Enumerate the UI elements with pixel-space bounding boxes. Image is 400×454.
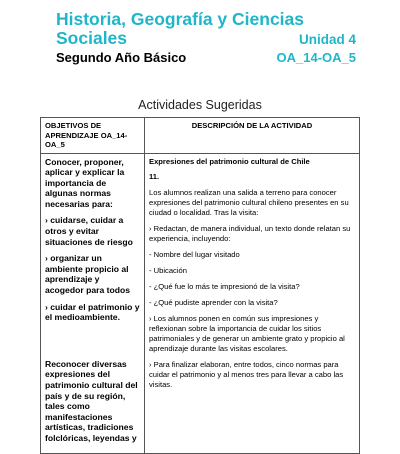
activity-list-item: - Ubicación (149, 265, 187, 275)
objective-item: Reconocer diversas expresiones del patrimonio cultural del país y de su región, tales como manifestaciones artísticas, tradiciones folclóricas, leyendas y (45, 358, 138, 443)
document-header (56, 10, 356, 65)
grade-row (56, 50, 356, 65)
activities-table (40, 117, 360, 454)
grade-label: Segundo Año Básico (56, 50, 187, 65)
activity-paragraph: › Para finalizar elaboran, entre todos, cinco normas para cuidar el patrimonio y al menos tres para llevar a cabo las visitas. (149, 359, 344, 389)
subject-title-row-2 (56, 29, 356, 48)
objective-intro: Conocer, proponer, aplicar y explicar la importancia de algunas normas necesarias para: (45, 156, 125, 209)
spacer (45, 329, 140, 359)
table-row (41, 153, 360, 453)
subject-title-line-1: Historia, Geografía y Ciencias (56, 9, 305, 29)
activity-list-item: - Nombre del lugar visitado (149, 249, 240, 259)
objective-item: › cuidar el patrimonio y el medioambiente. (45, 301, 140, 323)
activity-paragraph: Los alumnos realizan una salida a terreno para conocer expresiones del patrimonio cultural chileno presentes en su ciudad o localidad. Tras la visita: (149, 187, 349, 217)
section-title: Actividades Sugeridas (138, 98, 262, 112)
activity-column-header: DESCRIPCIÓN DE LA ACTIVIDAD (145, 118, 360, 154)
objective-item: › cuidarse, cuidar a otros y evitar situaciones de riesgo (45, 215, 133, 247)
subject-title-line-2: Sociales (56, 28, 128, 48)
activity-list-item: - ¿Qué fue lo más te impresionó de la visita? (149, 281, 300, 291)
objective-item: › organizar un ambiente propicio al aprendizaje y acogedor para todos (45, 253, 130, 296)
activity-paragraph: › Los alumnos ponen en común sus impresiones y reflexionan sobre la importancia de cuidar los sitios patrimoniales y de generar un ambiente grato y propicio al aprendizaje durante las visitas escolares. (149, 313, 345, 353)
activity-list-item: - ¿Qué pudiste aprender con la visita? (149, 297, 278, 307)
activity-title: Expresiones del patrimonio cultural de Chile (149, 156, 310, 166)
activity-number: 11. (149, 171, 160, 181)
unit-label: Unidad 4 (298, 32, 356, 47)
activity-cell (145, 153, 360, 453)
objectives-cell (41, 153, 145, 453)
oa-label: OA_14-OA_5 (276, 50, 356, 65)
table-header-row (41, 118, 360, 154)
activity-paragraph: › Redactan, de manera individual, un texto donde relatan su experiencia, incluyendo: (149, 223, 351, 243)
objectives-column-header: OBJETIVOS DE APRENDIZAJE OA_14-OA_5 (41, 118, 145, 154)
